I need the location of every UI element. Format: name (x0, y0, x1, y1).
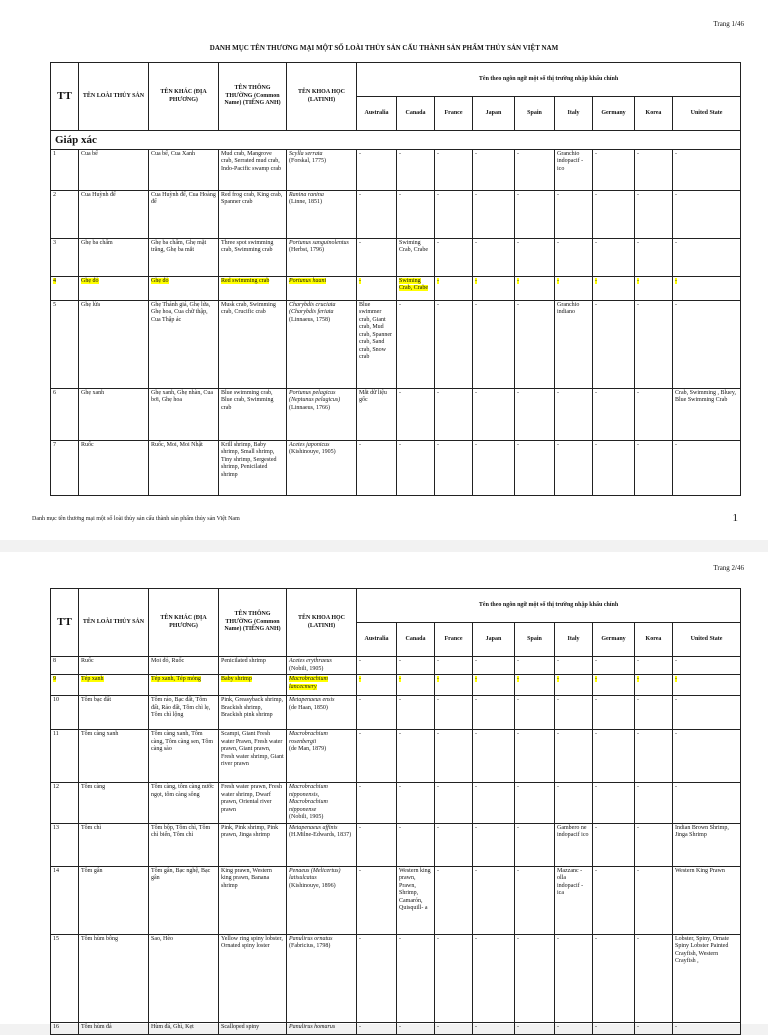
species-name: Tôm hùm đá (79, 1022, 149, 1034)
scientific-name: Panulirus homarus (287, 1022, 357, 1034)
scientific-name: Macrobrachium rosenbergii (de Man, 1879) (287, 730, 357, 783)
header-tt: TT (51, 63, 79, 131)
market-name: - (473, 276, 515, 300)
market-name: - (593, 823, 635, 866)
market-name: - (593, 276, 635, 300)
scientific-author: (Herbst, 1796) (289, 247, 324, 254)
scientific-name: Portunus haani (287, 276, 357, 300)
table-row (51, 388, 741, 440)
market-name: - (435, 783, 473, 824)
local-name: Tôm càng xanh, Tôm càng, Tôm càng sen, Tôm càng sào (149, 730, 219, 783)
header-local-name: TÊN KHÁC (ĐỊA PHƯƠNG) (149, 63, 219, 131)
local-name: Cua bể, Cua Xanh (149, 149, 219, 190)
header-market: Spain (515, 97, 555, 131)
local-name: Tôm rảo, Bạc đất, Tôm đất, Rảo đất, Tôm chì lẹ, Tôm chì lộng (149, 696, 219, 730)
scientific-name: Ranina ranina (Linne, 1851) (287, 190, 357, 238)
market-name: - (473, 238, 515, 276)
market-name: - (515, 866, 555, 934)
scientific-author: (Linnaeus, 1766) (289, 404, 330, 411)
market-name: - (593, 1022, 635, 1034)
market-name: - (435, 657, 473, 675)
market-name: - (555, 934, 593, 1022)
scientific-name: Macrobrachium lanceстery (287, 675, 357, 696)
header-market: Korea (635, 97, 673, 131)
market-name: Lobster, Spiny, Ornate Spiny Lobster Painted Crayfish, Western Crayfish , (673, 934, 741, 1022)
market-name: - (555, 696, 593, 730)
row-number: 13 (51, 823, 79, 866)
market-name: - (635, 1022, 673, 1034)
header-scientific-name: TÊN KHOA HỌC (LATINH) (287, 589, 357, 657)
species-table-page-1 (50, 62, 741, 496)
scientific-author: (de Man, 1879) (289, 746, 327, 752)
header-market: Spain (515, 623, 555, 657)
market-name: - (593, 388, 635, 440)
local-name: Ghẹ Thánh giá, Ghẹ lửa, Ghẹ hoa, Cua chữ thập, Cua Thập ác (149, 300, 219, 388)
table-row (51, 300, 741, 388)
market-name: - (357, 440, 397, 495)
table-row (51, 657, 741, 675)
market-name: - (555, 783, 593, 824)
common-name: Penicilated shrimp (219, 657, 287, 675)
market-name: - (635, 934, 673, 1022)
market-name: - (673, 730, 741, 783)
header-species-name: TÊN LOÀI THỦY SẢN (79, 63, 149, 131)
market-name: Blue swimmer crab, Giant crab, Mud crab, Spanner crab, Sand crab, Snow crab (357, 300, 397, 388)
header-scientific-name: TÊN KHOA HỌC (LATINH) (287, 63, 357, 131)
market-name: - (635, 696, 673, 730)
market-name: - (635, 823, 673, 866)
table-row (51, 783, 741, 824)
species-name: Ruốc (79, 440, 149, 495)
scientific-name: Acetes erythraeus (Nobili, 1905) (287, 657, 357, 675)
species-table-page-2 (50, 588, 741, 1035)
header-market: Korea (635, 623, 673, 657)
header-markets-title: Tên theo ngôn ngữ một số thị trường nhập khẩu chính (357, 589, 741, 623)
market-name: - (635, 388, 673, 440)
market-name: - (357, 190, 397, 238)
market-name: - (473, 675, 515, 696)
market-name: - (515, 440, 555, 495)
row-number: 11 (51, 730, 79, 783)
header-market: Germany (593, 97, 635, 131)
scientific-author: (Kishinouye, 1896) (289, 882, 336, 889)
row-number: 8 (51, 657, 79, 675)
market-name: - (555, 190, 593, 238)
local-name: Tôm bộp, Tôm chì, Tôm chì biển, Tôm chỉ (149, 823, 219, 866)
market-name: - (673, 276, 741, 300)
table-row (51, 238, 741, 276)
species-name: Ghẹ lửa (79, 300, 149, 388)
document-page-2 (0, 552, 768, 1030)
table-row (51, 823, 741, 866)
market-name: - (593, 300, 635, 388)
scientific-name: Portunus pelagicus (Neptunus pelagicus) (Linnaeus, 1766) (287, 388, 357, 440)
market-name: - (673, 1022, 741, 1034)
species-name: Tôm hùm bông (79, 934, 149, 1022)
local-name: Moi đỏ, Ruốc (149, 657, 219, 675)
species-name: Cua bể (79, 149, 149, 190)
market-name: - (473, 190, 515, 238)
local-name: Tôm càng, tôm càng nước ngọt, tôm càng sông (149, 783, 219, 824)
local-name: Ghẹ xanh, Ghẹ nhàn, Cua bơi, Ghẹ hoa (149, 388, 219, 440)
market-name: - (357, 675, 397, 696)
market-name: Mazzanc -olla indopacif -ica (555, 866, 593, 934)
common-name: Scampi, Giant Fresh water Prawn, Fresh water prawn, Giant prawn, Fresh water shrimp, Giant river prawn (219, 730, 287, 783)
row-number: 9 (51, 675, 79, 696)
market-name: - (397, 657, 435, 675)
market-name: Crab, Swimming , Bluey, Blue Swimming Crab (673, 388, 741, 440)
market-name: - (357, 934, 397, 1022)
market-name: - (473, 300, 515, 388)
row-number: 3 (51, 238, 79, 276)
scientific-author: (H.Milne-Edwards, 1837) (289, 832, 352, 838)
market-name: - (515, 730, 555, 783)
table-row (51, 276, 741, 300)
local-name: Sao, Hèo (149, 934, 219, 1022)
market-name: - (515, 657, 555, 675)
scientific-author: (Nobili, 1905) (289, 665, 324, 672)
scientific-name: Penaeus (Melicertus) latisulcatus (Kishinouye, 1896) (287, 866, 357, 934)
common-name: Yellow ring spiny lobster, Ornated spiny loster (219, 934, 287, 1022)
header-market: United State (673, 97, 741, 131)
table-row (51, 190, 741, 238)
header-tt: TT (51, 589, 79, 657)
market-name: - (515, 149, 555, 190)
market-name: - (435, 300, 473, 388)
market-name: - (555, 440, 593, 495)
market-name: - (473, 388, 515, 440)
local-name: Tép xanh, Tép mỏng (149, 675, 219, 696)
row-number: 7 (51, 440, 79, 495)
market-name: - (397, 783, 435, 824)
market-name: - (357, 696, 397, 730)
market-name: - (635, 238, 673, 276)
table-row (51, 866, 741, 934)
row-number: 14 (51, 866, 79, 934)
common-name: Blue swimming crab, Blue crab, Swimming crab (219, 388, 287, 440)
market-name: - (593, 783, 635, 824)
market-name: - (397, 1022, 435, 1034)
market-name: - (357, 730, 397, 783)
scientific-name: Metapenaeus ensis (de Haan, 1850) (287, 696, 357, 730)
market-name: - (435, 866, 473, 934)
market-name: - (635, 276, 673, 300)
market-name: - (357, 238, 397, 276)
market-name: - (555, 675, 593, 696)
market-name: - (515, 190, 555, 238)
market-name: - (473, 783, 515, 824)
page-number: Trang 1/46 (713, 20, 744, 28)
header-market: France (435, 623, 473, 657)
market-name: - (555, 276, 593, 300)
scientific-author: (Kishinouye, 1905) (289, 449, 336, 456)
market-name: Western King Prawn (673, 866, 741, 934)
header-market: Australia (357, 97, 397, 131)
row-number: 2 (51, 190, 79, 238)
market-name: - (435, 388, 473, 440)
market-name: - (515, 675, 555, 696)
row-number: 4 (51, 276, 79, 300)
market-name: Granchio indopacif -ico (555, 149, 593, 190)
market-name: - (515, 934, 555, 1022)
market-name: - (635, 783, 673, 824)
market-name: - (435, 149, 473, 190)
market-name: - (397, 149, 435, 190)
header-market: United State (673, 623, 741, 657)
table-row (51, 730, 741, 783)
species-name: Tép xanh (79, 675, 149, 696)
market-name: - (435, 1022, 473, 1034)
market-name: - (635, 149, 673, 190)
row-number: 1 (51, 149, 79, 190)
common-name: Pink, Greasyback shrimp, Brackish shrimp, Brackish pink shrimp (219, 696, 287, 730)
market-name: - (515, 1022, 555, 1034)
market-name: - (473, 934, 515, 1022)
market-name: - (397, 675, 435, 696)
market-name: - (397, 730, 435, 783)
header-local-name: TÊN KHÁC (ĐỊA PHƯƠNG) (149, 589, 219, 657)
market-name: - (397, 934, 435, 1022)
market-name: - (397, 388, 435, 440)
local-name: Ghẹ ba chấm, Ghẹ mặt trăng, Ghẹ ba mắt (149, 238, 219, 276)
market-name: - (555, 238, 593, 276)
market-name: - (435, 823, 473, 866)
table-row (51, 675, 741, 696)
market-name: - (435, 440, 473, 495)
market-name: - (515, 696, 555, 730)
header-market: Italy (555, 97, 593, 131)
market-name: - (635, 730, 673, 783)
market-name: - (673, 696, 741, 730)
market-name: - (473, 823, 515, 866)
market-name: Swiming Crab, Crabe (397, 276, 435, 300)
scientific-author: (Nobili, 1905) (289, 814, 324, 820)
market-name: - (673, 238, 741, 276)
market-name: - (555, 1022, 593, 1034)
scientific-name: Charybdis cruciata (Charybdis feriata (Linnaeus, 1758) (287, 300, 357, 388)
market-name: - (593, 440, 635, 495)
common-name: Krill shrimp, Baby shrimp, Small shrimp, Tiny shrimp, Sergested shrimp, Penicilated shrimp (219, 440, 287, 495)
market-name: - (397, 190, 435, 238)
market-name: - (515, 276, 555, 300)
common-name: Red frog crab, King crab, Spanner crab (219, 190, 287, 238)
scientific-name: Macrobrachium nipponensis, Macrobrachium nipponense (Nobili, 1905) (287, 783, 357, 824)
market-name: - (593, 730, 635, 783)
row-number: 12 (51, 783, 79, 824)
market-name: Mắt dữ liệu gốc (357, 388, 397, 440)
market-name: - (515, 238, 555, 276)
market-name: - (435, 190, 473, 238)
table-row (51, 696, 741, 730)
local-name: Ghẹ đỏ (149, 276, 219, 300)
header-market: Japan (473, 623, 515, 657)
market-name: - (673, 440, 741, 495)
row-number: 15 (51, 934, 79, 1022)
scientific-author: (Linne, 1851) (289, 199, 322, 206)
market-name: - (515, 823, 555, 866)
market-name: - (515, 300, 555, 388)
market-name: - (593, 696, 635, 730)
scientific-author: (de Haan, 1850) (289, 704, 328, 711)
header-species-name: TÊN LOÀI THỦY SẢN (79, 589, 149, 657)
market-name: - (593, 675, 635, 696)
scientific-author: (Linnaeus, 1758) (289, 316, 330, 323)
page-footer: Danh mục tên thương mại một số loài thủy sản cấu thành sản phẩm thủy sản Việt Nam (32, 516, 240, 522)
market-name: - (473, 730, 515, 783)
scientific-author: (Fabricius, 1798) (289, 943, 331, 949)
market-name: - (435, 730, 473, 783)
header-market: Canada (397, 97, 435, 131)
market-name: - (397, 823, 435, 866)
market-name: - (635, 675, 673, 696)
common-name: Mud crab, Mangrove crab, Serrated mud crab, Indo-Pacific swamp crab (219, 149, 287, 190)
market-name: - (593, 238, 635, 276)
species-name: Tôm gân (79, 866, 149, 934)
row-number: 10 (51, 696, 79, 730)
species-name: Ghẹ ba chấm (79, 238, 149, 276)
market-name: - (593, 190, 635, 238)
market-name: - (593, 934, 635, 1022)
market-name: - (673, 783, 741, 824)
common-name: Pink, Pink shrimp, Pink prawn, Jinga shrimp (219, 823, 287, 866)
table-row (51, 440, 741, 495)
market-name: - (357, 1022, 397, 1034)
species-name: Tôm càng xanh (79, 730, 149, 783)
market-name: - (473, 1022, 515, 1034)
row-number: 16 (51, 1022, 79, 1034)
market-name: - (357, 866, 397, 934)
market-name: - (673, 657, 741, 675)
market-name: - (593, 866, 635, 934)
header-markets-title: Tên theo ngôn ngữ một số thị trường nhập khẩu chính (357, 63, 741, 97)
header-common-name: TÊN THÔNG THƯỜNG (Common Name) (TIẾNG ANH) (219, 63, 287, 131)
market-name: - (673, 149, 741, 190)
table-row (51, 149, 741, 190)
common-name: Red swimming crab (219, 276, 287, 300)
market-name: - (357, 149, 397, 190)
scientific-name: Metapenaeus affinis (H.Milne-Edwards, 1837) (287, 823, 357, 866)
market-name: - (435, 238, 473, 276)
market-name: - (357, 657, 397, 675)
market-name: Western king prawn, Prawn, Shrimp, Camarón, Quisquill- a (397, 866, 435, 934)
market-name: - (635, 190, 673, 238)
market-name: - (673, 675, 741, 696)
market-name: - (593, 149, 635, 190)
common-name: King prawn, Western king prawn, Banana shrimp (219, 866, 287, 934)
market-name: - (435, 276, 473, 300)
header-market: Canada (397, 623, 435, 657)
species-name: Ghẹ đỏ (79, 276, 149, 300)
market-name: - (515, 783, 555, 824)
species-name: Tôm bạc đất (79, 696, 149, 730)
market-name: - (397, 696, 435, 730)
local-name: Hùm đá, Ghì, Kẹt (149, 1022, 219, 1034)
common-name: Scalloped spiny (219, 1022, 287, 1034)
market-name: - (635, 657, 673, 675)
market-name: Gambero ne indopacif ico (555, 823, 593, 866)
market-name: - (357, 783, 397, 824)
scientific-name: Panulirus ornatus (Fabricius, 1798) (287, 934, 357, 1022)
local-name: Ruốc, Moi, Moi Nhật (149, 440, 219, 495)
market-name: - (397, 440, 435, 495)
market-name: - (593, 657, 635, 675)
row-number: 6 (51, 388, 79, 440)
market-name: - (635, 440, 673, 495)
species-name: Tôm càng (79, 783, 149, 824)
header-common-name: TÊN THÔNG THƯỜNG (Common Name) (TIẾNG ANH) (219, 589, 287, 657)
header-market: Japan (473, 97, 515, 131)
market-name: - (473, 657, 515, 675)
group-label: Giáp xác (51, 131, 741, 150)
header-market: Australia (357, 623, 397, 657)
scientific-author: (Forskal, 1775) (289, 158, 326, 165)
common-name: Fresh water prawn, Fresh water shrimp, Dwarf prawn, Oriental river prawn (219, 783, 287, 824)
scientific-name: Acetes japonicus (Kishinouye, 1905) (287, 440, 357, 495)
market-name: - (555, 657, 593, 675)
table-row (51, 934, 741, 1022)
market-name: - (555, 388, 593, 440)
market-name: Granchio indiano (555, 300, 593, 388)
market-name: - (473, 440, 515, 495)
species-name: Ruốc (79, 657, 149, 675)
header-market: Germany (593, 623, 635, 657)
common-name: Three spot swimming crab, Swimming crab (219, 238, 287, 276)
market-name: Swiming Crab, Crabe (397, 238, 435, 276)
species-name: Ghẹ xanh (79, 388, 149, 440)
market-name: - (515, 388, 555, 440)
species-name: Cua Huỳnh đế (79, 190, 149, 238)
document-title: DANH MỤC TÊN THƯƠNG MẠI MỘT SỐ LOÀI THỦY SẢN CẤU THÀNH SẢN PHẨM THỦY SẢN VIỆT NAM (209, 44, 559, 52)
local-name: Tôm gân, Bạc nghệ, Bạc gân (149, 866, 219, 934)
header-market: Italy (555, 623, 593, 657)
market-name: - (555, 730, 593, 783)
page-number: Trang 2/46 (713, 564, 744, 572)
local-name: Cua Huỳnh đế, Cua Hoàng đế (149, 190, 219, 238)
market-name: - (435, 934, 473, 1022)
header-market: France (435, 97, 473, 131)
footer-page-number: 1 (732, 512, 738, 524)
market-name: - (435, 696, 473, 730)
market-name: - (473, 149, 515, 190)
market-name: - (357, 823, 397, 866)
row-number: 5 (51, 300, 79, 388)
market-name: - (473, 696, 515, 730)
market-name: - (473, 866, 515, 934)
market-name: - (673, 300, 741, 388)
common-name: Musk crab, Swimming crab, Crucific crab (219, 300, 287, 388)
market-name: - (435, 675, 473, 696)
market-name: - (635, 300, 673, 388)
market-name: - (673, 190, 741, 238)
species-name: Tôm chì (79, 823, 149, 866)
market-name: - (357, 276, 397, 300)
scientific-name: Scylla serrata (Forskal, 1775) (287, 149, 357, 190)
scientific-name: Portunus sanguinolentus (Herbst, 1796) (287, 238, 357, 276)
common-name: Baby shrimp (219, 675, 287, 696)
market-name: - (635, 866, 673, 934)
market-name: Indian Brown Shrimp, Jinga Shrimp (673, 823, 741, 866)
market-name: - (397, 300, 435, 388)
